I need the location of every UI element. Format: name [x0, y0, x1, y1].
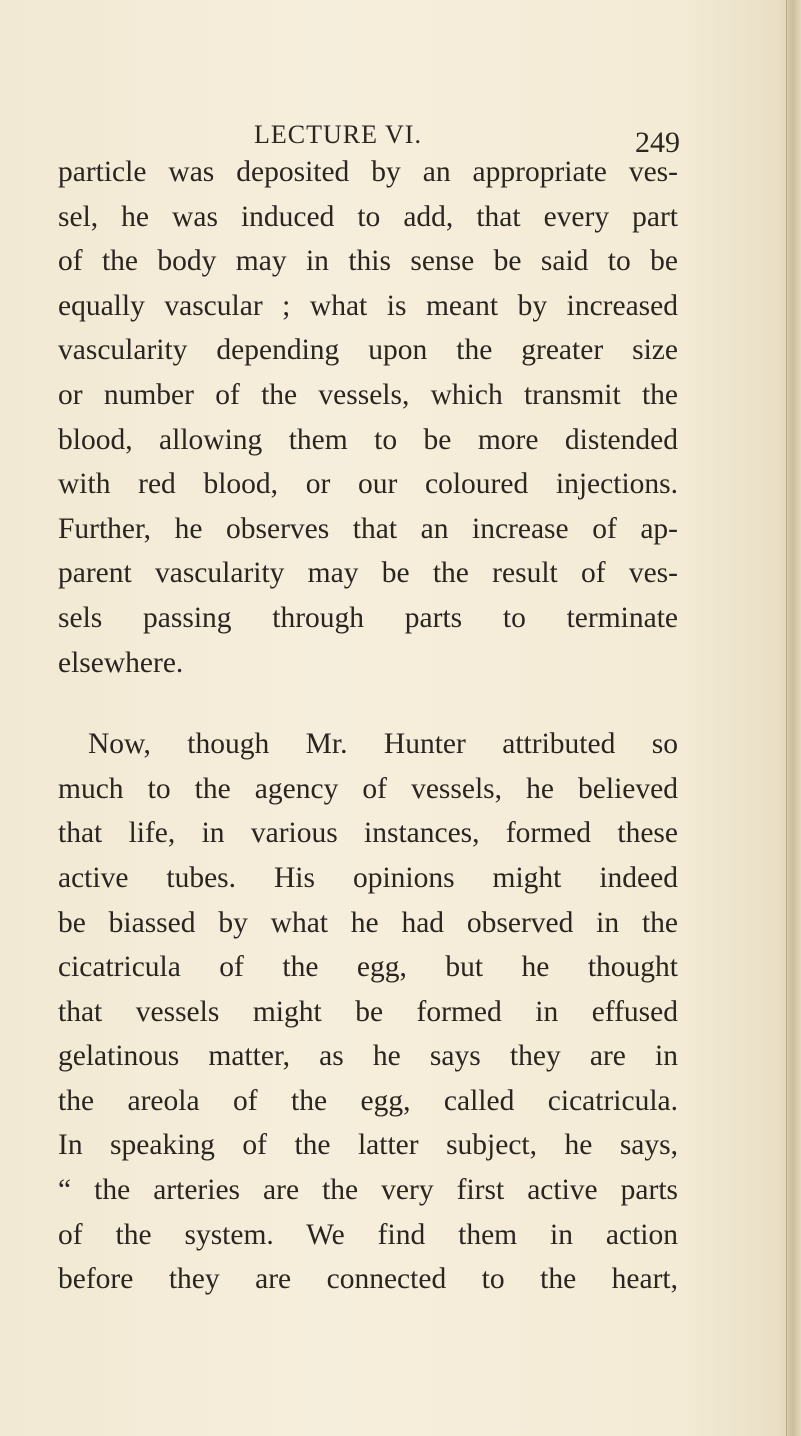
- text-line: sels passing through parts to terminate: [58, 601, 678, 634]
- text-line: particle was deposited by an appropriate ves-: [58, 156, 678, 188]
- text-line: before they are connected to the heart,: [58, 1263, 678, 1296]
- text-line: that life, in various instances, formed these: [58, 817, 678, 850]
- text-line: Now, though Mr. Hunter attributed so: [88, 728, 678, 761]
- text-line: the areola of the egg, called cicatricula.: [58, 1084, 678, 1117]
- text-line: vascularity depending upon the greater size: [58, 334, 678, 367]
- text-line: much to the agency of vessels, he believed: [58, 772, 678, 805]
- text-line: gelatinous matter, as he says they are in: [58, 1040, 678, 1073]
- text-line: Further, he observes that an increase of ap-: [58, 512, 678, 545]
- running-title: LECTURE VI.: [254, 120, 422, 149]
- text-line: cicatricula of the egg, but he thought: [58, 951, 678, 984]
- text-line: that vessels might be formed in effused: [58, 995, 678, 1028]
- paragraph-1: [58, 150, 678, 685]
- text-line: of the system. We find them in action: [58, 1218, 678, 1251]
- text-line: of the body may in this sense be said to be: [58, 245, 678, 278]
- text-line: active tubes. His opinions might indeed: [58, 861, 678, 894]
- text-line: with red blood, or our coloured injections.: [58, 468, 678, 501]
- page-number: 249: [635, 126, 680, 159]
- text-line: In speaking of the latter subject, he says,: [58, 1129, 678, 1162]
- text-line: sel, he was induced to add, that every part: [58, 200, 678, 233]
- text-line: equally vascular ; what is meant by increased: [58, 289, 678, 322]
- text-line: blood, allowing them to be more distended: [58, 423, 678, 456]
- text-line: elsewhere.: [58, 646, 184, 679]
- text-line: be biassed by what he had observed in the: [58, 906, 678, 939]
- text-line: parent vascularity may be the result of ves-: [58, 557, 678, 590]
- page-edge: [786, 0, 801, 1436]
- text-line: “ the arteries are the very first active parts: [58, 1174, 678, 1207]
- paragraph-gap: [58, 685, 678, 722]
- paragraph-2: [58, 722, 678, 1302]
- body-text: [58, 150, 678, 1302]
- text-line: or number of the vessels, which transmit the: [58, 378, 678, 411]
